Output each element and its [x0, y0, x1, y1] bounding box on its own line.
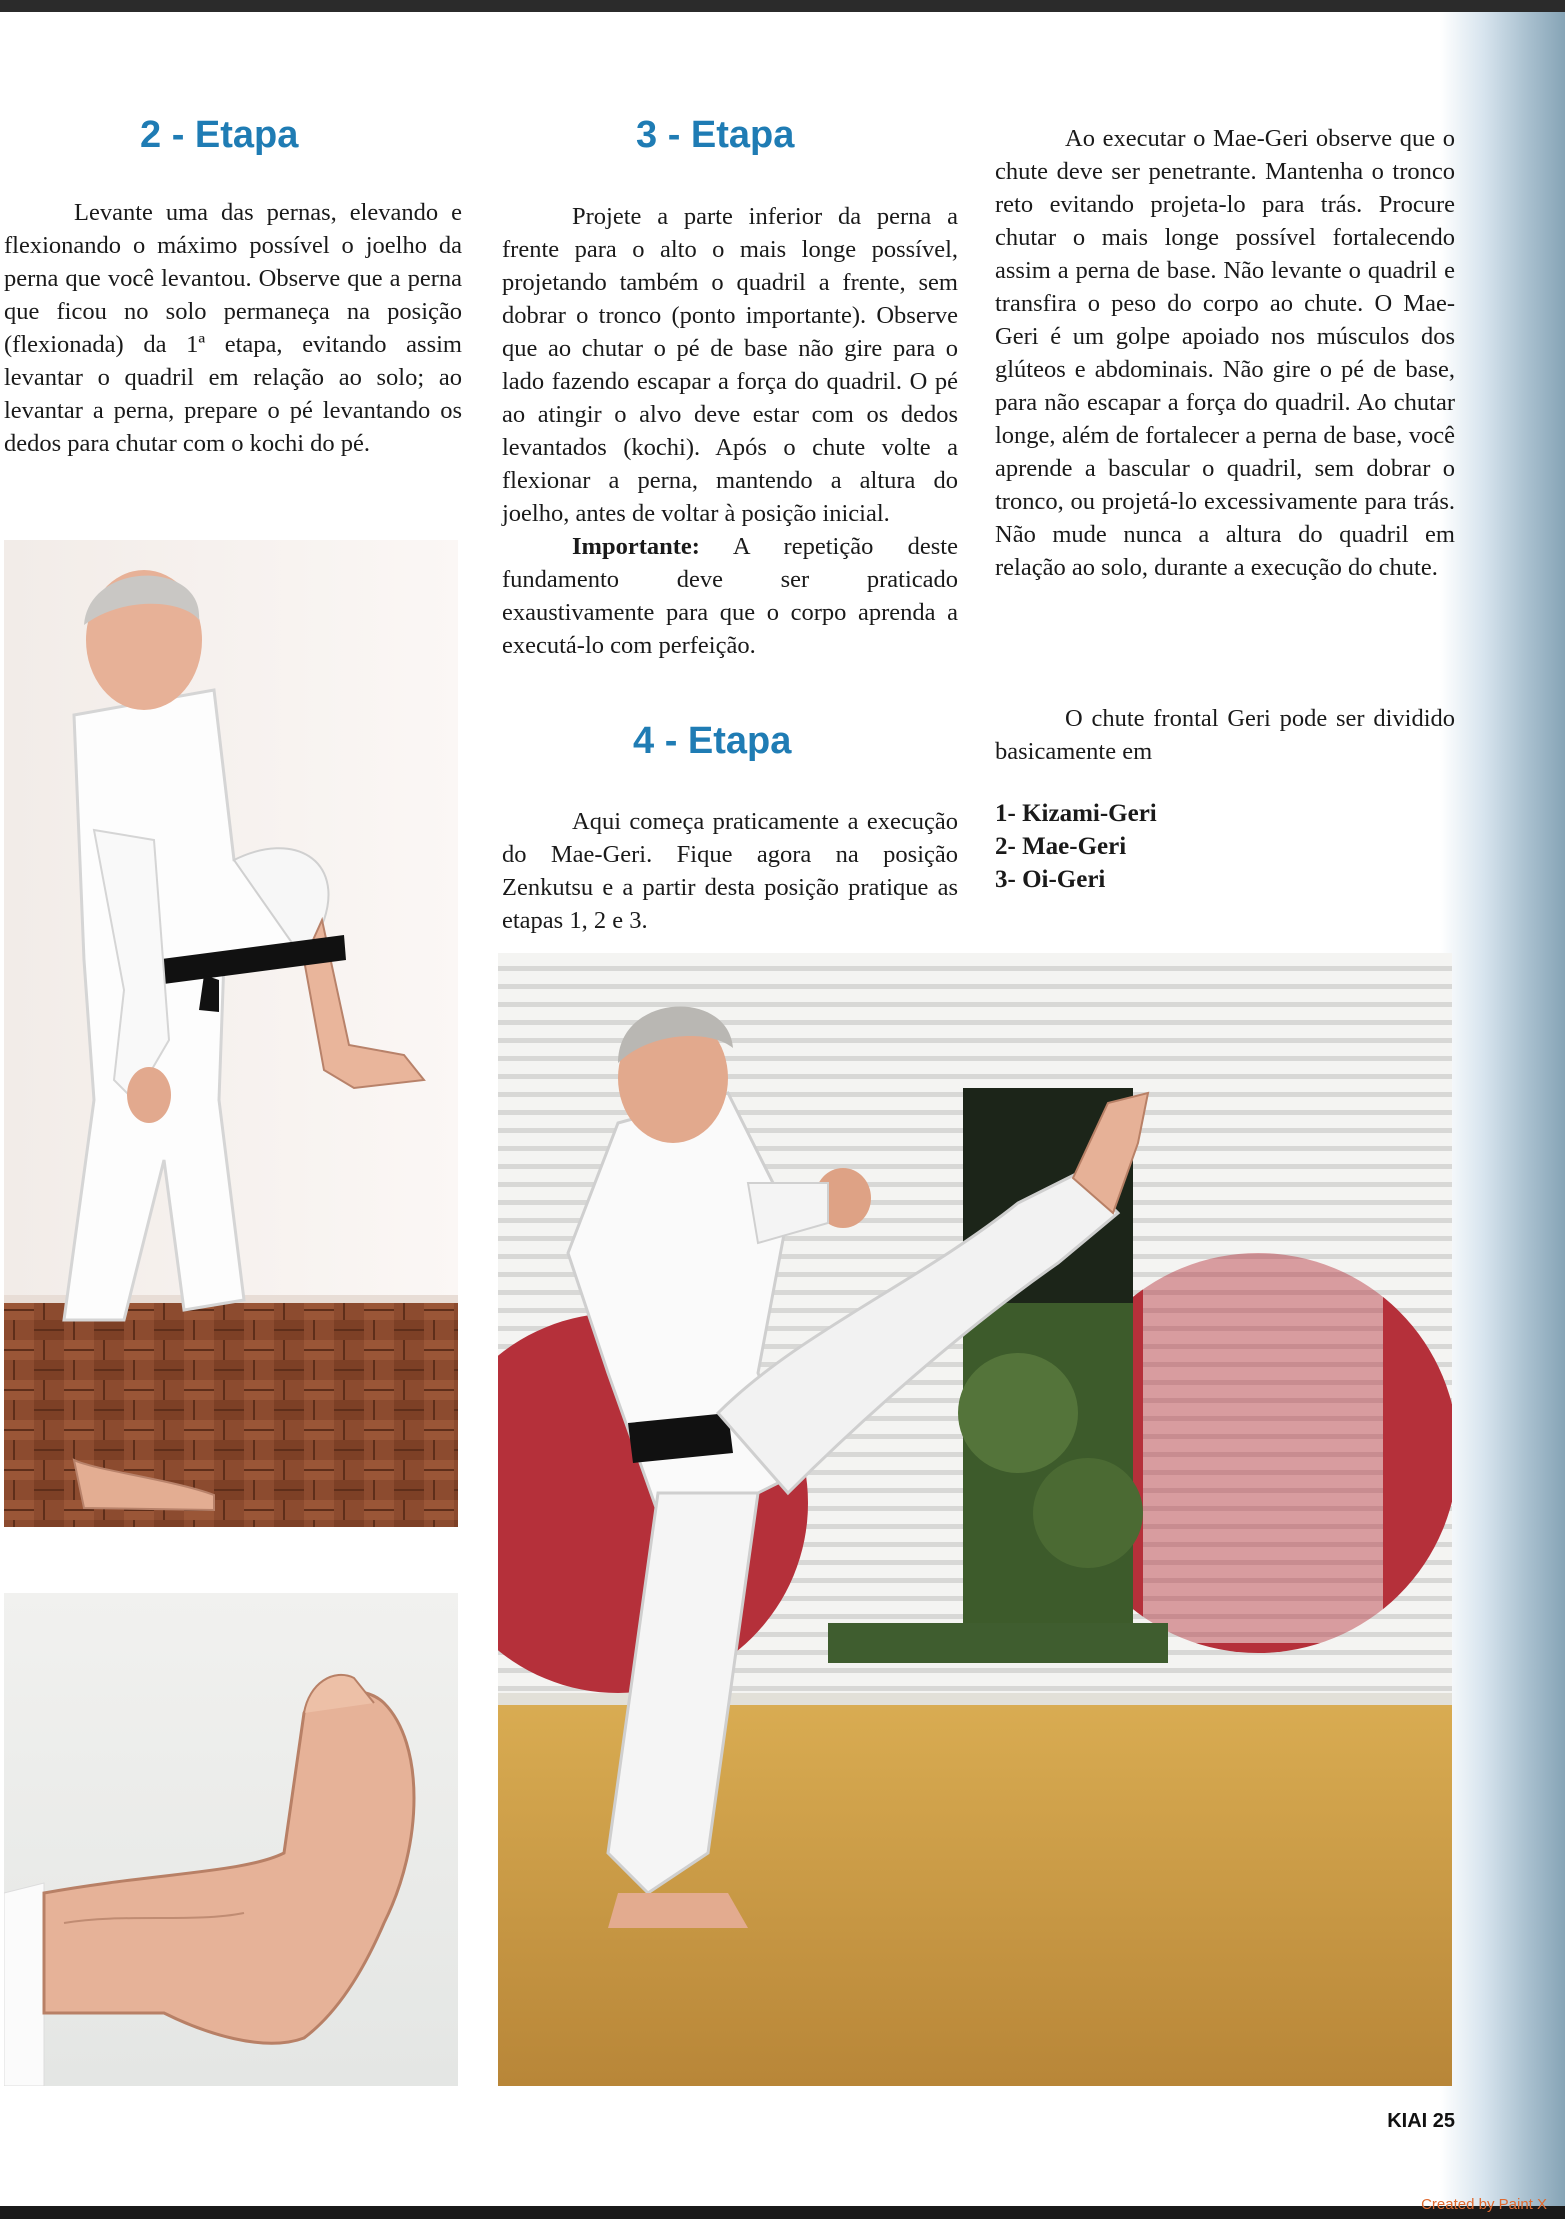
heading-etapa-3: 3 - Etapa	[636, 114, 795, 156]
list-item: 2- Mae-Geri	[995, 833, 1127, 860]
page-spine-shadow	[1440, 12, 1565, 2206]
watermark-text: Created by Paint X	[1421, 2196, 1547, 2213]
bottom-edge	[0, 2206, 1565, 2219]
column-3-intro	[995, 702, 1455, 768]
column-2-text-bottom	[502, 805, 958, 937]
etapa-4-paragraph: Aqui começa praticamente a execução do Mae-Geri. Fique agora na posição Zenkutsu e a partir desta posição pratique as etapas 1, 2 e 3.	[502, 808, 958, 934]
etapa-2-paragraph: Levante uma das pernas, elevando e flexionando o máximo possível o joelho da perna que você levantou. Observe que a perna que ficou no solo permaneça na posição (flexionada) da 1ª etapa, evitando assim levantar o quadril em relação ao solo; ao levantar a perna, prepare o pé levantando os dedos para chutar com o kochi do pé.	[4, 199, 462, 457]
important-text: A repetição deste fundamento deve ser praticado exaustivamente para que o corpo aprenda a executá-lo com perfeição.	[502, 533, 958, 659]
column-2-text	[502, 200, 958, 662]
top-edge	[0, 0, 1565, 12]
page-number: KIAI 25	[1387, 2110, 1455, 2132]
photo-foot-kochi	[4, 1593, 458, 2086]
list-item: 3- Oi-Geri	[995, 866, 1106, 893]
mae-geri-paragraph: Ao executar o Mae-Geri observe que o chute deve ser penetrante. Mantenha o tronco reto evitando projeta-lo para trás. Procure chutar o mais longe possível fortalecendo assim a perna de base. Não levante o quadril e transfira o peso do corpo ao chute. O Mae-Geri é um golpe apoiado nos músculos dos glúteos e abdominais. Não gire o pé de base, para não escapar a força do quadril. Ao chutar longe, além de fortalecer a perna de base, você aprende a bascular o quadril, sem dobrar o tronco, ou projetá-lo excessivamente para trás. Não mude nunca a altura do quadril em relação ao solo, durante a execução do chute.	[995, 125, 1455, 581]
list-item: 1- Kizami-Geri	[995, 800, 1157, 827]
etapa-3-paragraph: Projete a parte inferior da perna a frente para o alto o mais longe possível, projetando também o quadril a frente, sem dobrar o tronco (ponto importante). Observe que ao chutar o pé de base não gire para o lado fazendo escapar a força do quadril. O pé ao atingir o alvo deve estar com os dedos levantados (kochi). Após o chute volte a flexionar a perna, mantendo a altura do joelho, antes de voltar à posição inicial.	[502, 203, 958, 527]
column-1-text	[4, 196, 462, 460]
photo-knee-raise	[4, 540, 458, 1527]
column-3-text	[995, 122, 1455, 584]
heading-etapa-4: 4 - Etapa	[633, 720, 792, 762]
important-label: Importante:	[572, 533, 700, 560]
geri-types-list	[995, 797, 1157, 896]
geri-division-paragraph: O chute frontal Geri pode ser dividido basicamente em	[995, 705, 1455, 765]
important-paragraph	[502, 530, 958, 662]
heading-etapa-2: 2 - Etapa	[140, 114, 299, 156]
photo-mae-geri-kick	[498, 953, 1452, 2086]
